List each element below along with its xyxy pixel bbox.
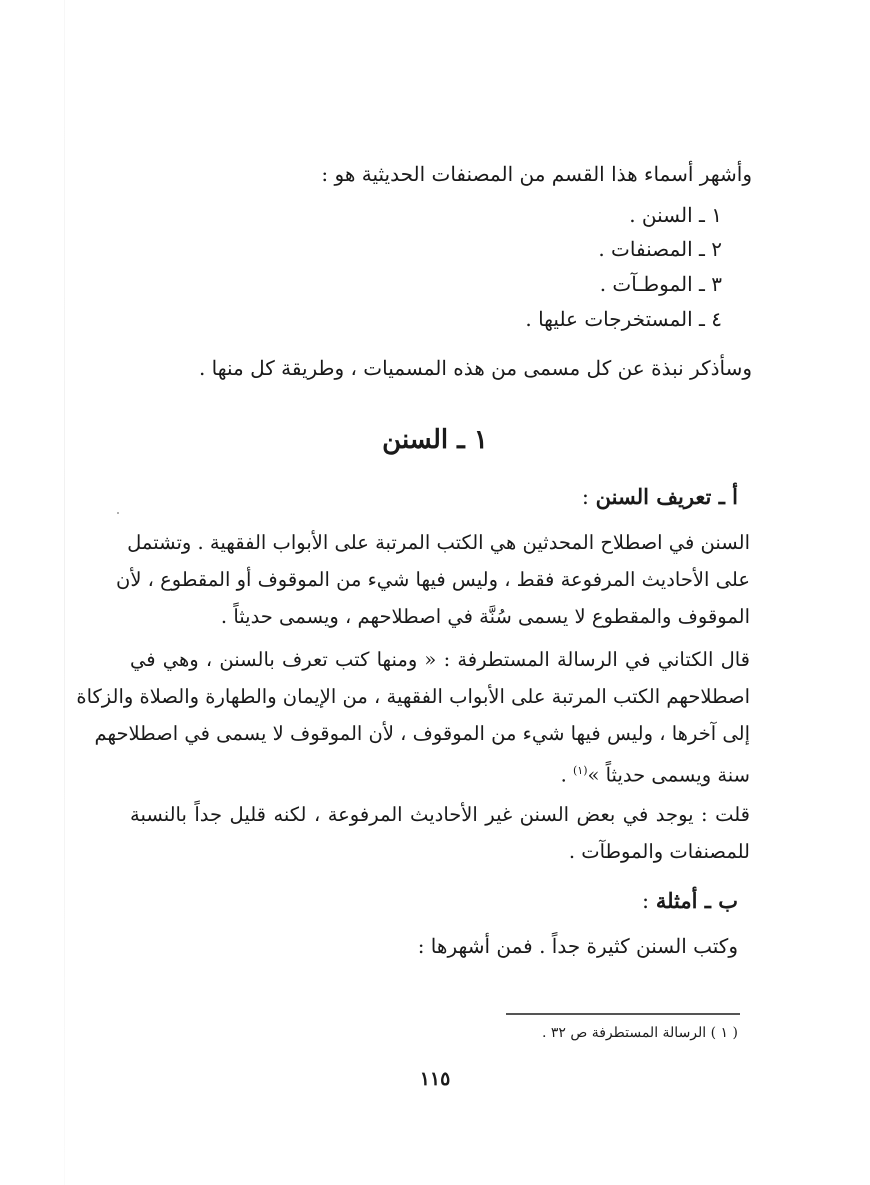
definition-heading-text: أ ـ تعريف السنن [595,484,738,509]
quote-line-4-text: سنة ويسمى حديثاً » [587,763,750,787]
scan-edge-line [64,0,65,1185]
quote-line-3: إلى آخرها ، وليس فيها شيء من الموقوف ، لأن الموقوف لا يسمى في اصطلاحهم [94,722,750,745]
quote-line-1: قال الكتاني في الرسالة المستطرفة : « ومنها كتب تعرف بالسنن ، وهي في [130,648,750,671]
definition-heading [582,480,738,514]
intro-line: وأشهر أسماء هذا القسم من المصنفات الحديثية هو : [321,162,752,186]
list-item-2: ٢ ـ المصنفات . [598,237,722,261]
definition-line-3: الموقوف والمقطوع لا يسمى سُنَّة في اصطلاحهم ، ويسمى حديثاً . [220,605,750,628]
remark-line-1: قلت : يوجد في بعض السنن غير الأحاديث المرفوعة ، لكنه قليل جداً بالنسبة [130,803,750,826]
examples-heading-colon: : [642,889,656,913]
section-title: ١ ـ السنن [382,425,488,455]
footnote-divider [506,1013,740,1015]
quote-line-4-end: . [560,763,573,787]
remark-line-2: للمصنفات والموطآت . [568,840,750,863]
footnote-reference: (١) [572,764,588,777]
list-item-4: ٤ ـ المستخرجات عليها . [525,307,722,331]
quote-line-2: اصطلاحهم الكتب المرتبة على الأبواب الفقهية ، من الإيمان والطهارة والصلاة والزكاة [76,685,750,708]
definition-line-1: السنن في اصطلاح المحدثين هي الكتب المرتبة على الأبواب الفقهية . وتشتمل [127,531,750,554]
quote-line-4 [130,752,750,794]
list-item-3: ٣ ـ الموطـآت . [599,272,722,296]
intro-closing: وسأذكر نبذة عن كل مسمى من هذه المسميات ، وطريقة كل منها . [198,356,752,380]
remark-paragraph [130,796,750,870]
quote-paragraph [76,641,750,794]
definition-line-2: على الأحاديث المرفوعة فقط ، وليس فيها شيء من الموقوف أو المقطوع ، لأن [116,568,750,591]
definition-heading-colon: : [581,485,596,509]
footnote: ( ١ ) الرسالة المستطرفة ص ٣٢ . [541,1025,738,1041]
examples-heading [642,884,738,918]
definition-paragraph [116,524,750,635]
scan-speck [117,512,119,514]
list-item-1: ١ ـ السنن . [629,203,722,227]
page-number: ١١٥ [419,1068,451,1090]
examples-line: وكتب السنن كثيرة جداً . فمن أشهرها : [417,934,738,958]
examples-heading-text: ب ـ أمثلة [655,888,738,913]
